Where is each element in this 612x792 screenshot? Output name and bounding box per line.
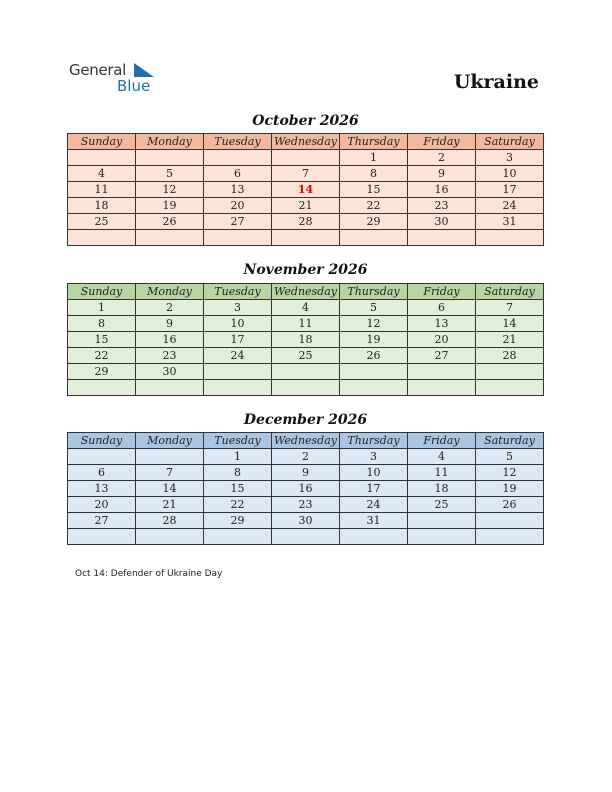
day-cell <box>136 529 204 545</box>
weekday-header: Monday <box>136 433 204 449</box>
day-cell: 10 <box>204 316 272 332</box>
weekday-header: Wednesday <box>272 433 340 449</box>
logo-text-blue: Blue <box>117 77 151 95</box>
day-cell <box>272 364 340 380</box>
weekday-header-row <box>68 284 544 300</box>
month-title-november: November 2026 <box>243 262 368 278</box>
day-cell: 3 <box>204 300 272 316</box>
week-row <box>68 465 544 481</box>
day-cell: 6 <box>204 166 272 182</box>
day-cell: 30 <box>272 513 340 529</box>
day-cell: 11 <box>408 465 476 481</box>
day-cell <box>340 230 408 246</box>
logo-triangle-icon <box>134 63 154 77</box>
day-cell: 15 <box>68 332 136 348</box>
week-row <box>68 481 544 497</box>
day-cell <box>136 449 204 465</box>
day-cell <box>68 230 136 246</box>
day-cell <box>68 449 136 465</box>
day-cell <box>340 380 408 396</box>
day-cell: 10 <box>476 166 544 182</box>
holiday-day-cell: 14 <box>272 182 340 198</box>
day-cell: 23 <box>136 348 204 364</box>
day-cell <box>476 230 544 246</box>
day-cell: 19 <box>476 481 544 497</box>
week-row <box>68 497 544 513</box>
day-cell <box>340 529 408 545</box>
day-cell: 28 <box>136 513 204 529</box>
week-row <box>68 380 544 396</box>
week-row <box>68 230 544 246</box>
weekday-header: Monday <box>136 134 204 150</box>
day-cell: 19 <box>340 332 408 348</box>
day-cell <box>408 364 476 380</box>
weekday-header: Tuesday <box>204 284 272 300</box>
day-cell: 6 <box>408 300 476 316</box>
weekday-header-row <box>68 134 544 150</box>
day-cell: 7 <box>272 166 340 182</box>
week-row <box>68 182 544 198</box>
day-cell: 8 <box>340 166 408 182</box>
day-cell: 11 <box>272 316 340 332</box>
weekday-header: Thursday <box>340 134 408 150</box>
day-cell <box>68 380 136 396</box>
weekday-header: Tuesday <box>204 433 272 449</box>
generalblue-logo <box>69 61 169 97</box>
day-cell: 28 <box>272 214 340 230</box>
month-title-october: October 2026 <box>252 113 359 129</box>
day-cell: 19 <box>136 198 204 214</box>
day-cell: 16 <box>408 182 476 198</box>
day-cell: 31 <box>340 513 408 529</box>
day-cell <box>476 513 544 529</box>
week-row <box>68 364 544 380</box>
day-cell: 7 <box>136 465 204 481</box>
day-cell: 1 <box>340 150 408 166</box>
day-cell: 9 <box>272 465 340 481</box>
calendar-november <box>67 283 544 396</box>
day-cell: 22 <box>204 497 272 513</box>
day-cell: 26 <box>136 214 204 230</box>
day-cell: 6 <box>68 465 136 481</box>
day-cell: 2 <box>272 449 340 465</box>
day-cell: 27 <box>204 214 272 230</box>
day-cell: 4 <box>408 449 476 465</box>
week-row <box>68 529 544 545</box>
weekday-header: Sunday <box>68 433 136 449</box>
day-cell: 29 <box>340 214 408 230</box>
day-cell: 3 <box>476 150 544 166</box>
week-row <box>68 316 544 332</box>
day-cell: 18 <box>272 332 340 348</box>
day-cell <box>136 380 204 396</box>
day-cell: 9 <box>408 166 476 182</box>
week-row <box>68 214 544 230</box>
day-cell: 23 <box>408 198 476 214</box>
day-cell: 15 <box>204 481 272 497</box>
day-cell: 11 <box>68 182 136 198</box>
day-cell: 5 <box>136 166 204 182</box>
day-cell: 24 <box>476 198 544 214</box>
day-cell <box>476 529 544 545</box>
day-cell: 20 <box>204 198 272 214</box>
day-cell: 15 <box>340 182 408 198</box>
week-row <box>68 332 544 348</box>
weekday-header: Friday <box>408 134 476 150</box>
day-cell <box>272 529 340 545</box>
day-cell: 17 <box>204 332 272 348</box>
weekday-header: Thursday <box>340 433 408 449</box>
day-cell: 25 <box>408 497 476 513</box>
day-cell <box>408 380 476 396</box>
week-row <box>68 198 544 214</box>
day-cell: 5 <box>476 449 544 465</box>
day-cell: 3 <box>340 449 408 465</box>
country-title: Ukraine <box>453 71 539 93</box>
weekday-header: Sunday <box>68 284 136 300</box>
day-cell <box>136 150 204 166</box>
logo-text-general: General <box>69 61 127 79</box>
holiday-note: Oct 14: Defender of Ukraine Day <box>75 569 223 579</box>
calendar-december <box>67 432 544 545</box>
day-cell: 5 <box>340 300 408 316</box>
day-cell: 17 <box>476 182 544 198</box>
day-cell: 25 <box>272 348 340 364</box>
day-cell: 28 <box>476 348 544 364</box>
calendar-october <box>67 133 544 246</box>
day-cell <box>204 380 272 396</box>
day-cell: 21 <box>272 198 340 214</box>
day-cell: 16 <box>272 481 340 497</box>
day-cell: 12 <box>340 316 408 332</box>
day-cell: 13 <box>68 481 136 497</box>
day-cell <box>340 364 408 380</box>
day-cell <box>476 364 544 380</box>
day-cell: 30 <box>408 214 476 230</box>
day-cell <box>476 380 544 396</box>
day-cell <box>408 513 476 529</box>
day-cell: 10 <box>340 465 408 481</box>
day-cell: 18 <box>408 481 476 497</box>
day-cell <box>204 364 272 380</box>
day-cell: 17 <box>340 481 408 497</box>
day-cell <box>408 230 476 246</box>
day-cell <box>272 150 340 166</box>
day-cell <box>136 230 204 246</box>
weekday-header: Monday <box>136 284 204 300</box>
day-cell <box>68 150 136 166</box>
weekday-header-row <box>68 433 544 449</box>
day-cell: 14 <box>136 481 204 497</box>
day-cell: 20 <box>408 332 476 348</box>
day-cell: 12 <box>476 465 544 481</box>
weekday-header: Tuesday <box>204 134 272 150</box>
day-cell: 25 <box>68 214 136 230</box>
day-cell <box>272 380 340 396</box>
day-cell: 27 <box>408 348 476 364</box>
week-row <box>68 449 544 465</box>
month-title-december: December 2026 <box>243 412 368 428</box>
day-cell: 21 <box>476 332 544 348</box>
day-cell: 18 <box>68 198 136 214</box>
weekday-header: Sunday <box>68 134 136 150</box>
day-cell: 22 <box>340 198 408 214</box>
day-cell: 27 <box>68 513 136 529</box>
day-cell: 8 <box>68 316 136 332</box>
day-cell: 16 <box>136 332 204 348</box>
day-cell: 22 <box>68 348 136 364</box>
day-cell: 13 <box>204 182 272 198</box>
weekday-header: Wednesday <box>272 284 340 300</box>
week-row <box>68 150 544 166</box>
day-cell: 9 <box>136 316 204 332</box>
weekday-header: Wednesday <box>272 134 340 150</box>
week-row <box>68 166 544 182</box>
day-cell: 26 <box>476 497 544 513</box>
day-cell: 20 <box>68 497 136 513</box>
day-cell: 24 <box>204 348 272 364</box>
day-cell: 29 <box>204 513 272 529</box>
day-cell: 13 <box>408 316 476 332</box>
weekday-header: Saturday <box>476 284 544 300</box>
weekday-header: Thursday <box>340 284 408 300</box>
day-cell: 2 <box>408 150 476 166</box>
day-cell <box>204 230 272 246</box>
day-cell <box>204 529 272 545</box>
day-cell: 8 <box>204 465 272 481</box>
weekday-header: Saturday <box>476 433 544 449</box>
day-cell: 4 <box>68 166 136 182</box>
day-cell: 21 <box>136 497 204 513</box>
day-cell <box>68 529 136 545</box>
day-cell: 1 <box>204 449 272 465</box>
day-cell: 30 <box>136 364 204 380</box>
day-cell: 12 <box>136 182 204 198</box>
week-row <box>68 513 544 529</box>
day-cell: 7 <box>476 300 544 316</box>
day-cell: 1 <box>68 300 136 316</box>
week-row <box>68 348 544 364</box>
weekday-header: Friday <box>408 433 476 449</box>
day-cell: 2 <box>136 300 204 316</box>
weekday-header: Saturday <box>476 134 544 150</box>
day-cell: 23 <box>272 497 340 513</box>
day-cell: 29 <box>68 364 136 380</box>
day-cell: 26 <box>340 348 408 364</box>
day-cell <box>272 230 340 246</box>
day-cell: 24 <box>340 497 408 513</box>
day-cell: 31 <box>476 214 544 230</box>
day-cell <box>408 529 476 545</box>
day-cell <box>204 150 272 166</box>
day-cell: 14 <box>476 316 544 332</box>
weekday-header: Friday <box>408 284 476 300</box>
week-row <box>68 300 544 316</box>
day-cell: 4 <box>272 300 340 316</box>
